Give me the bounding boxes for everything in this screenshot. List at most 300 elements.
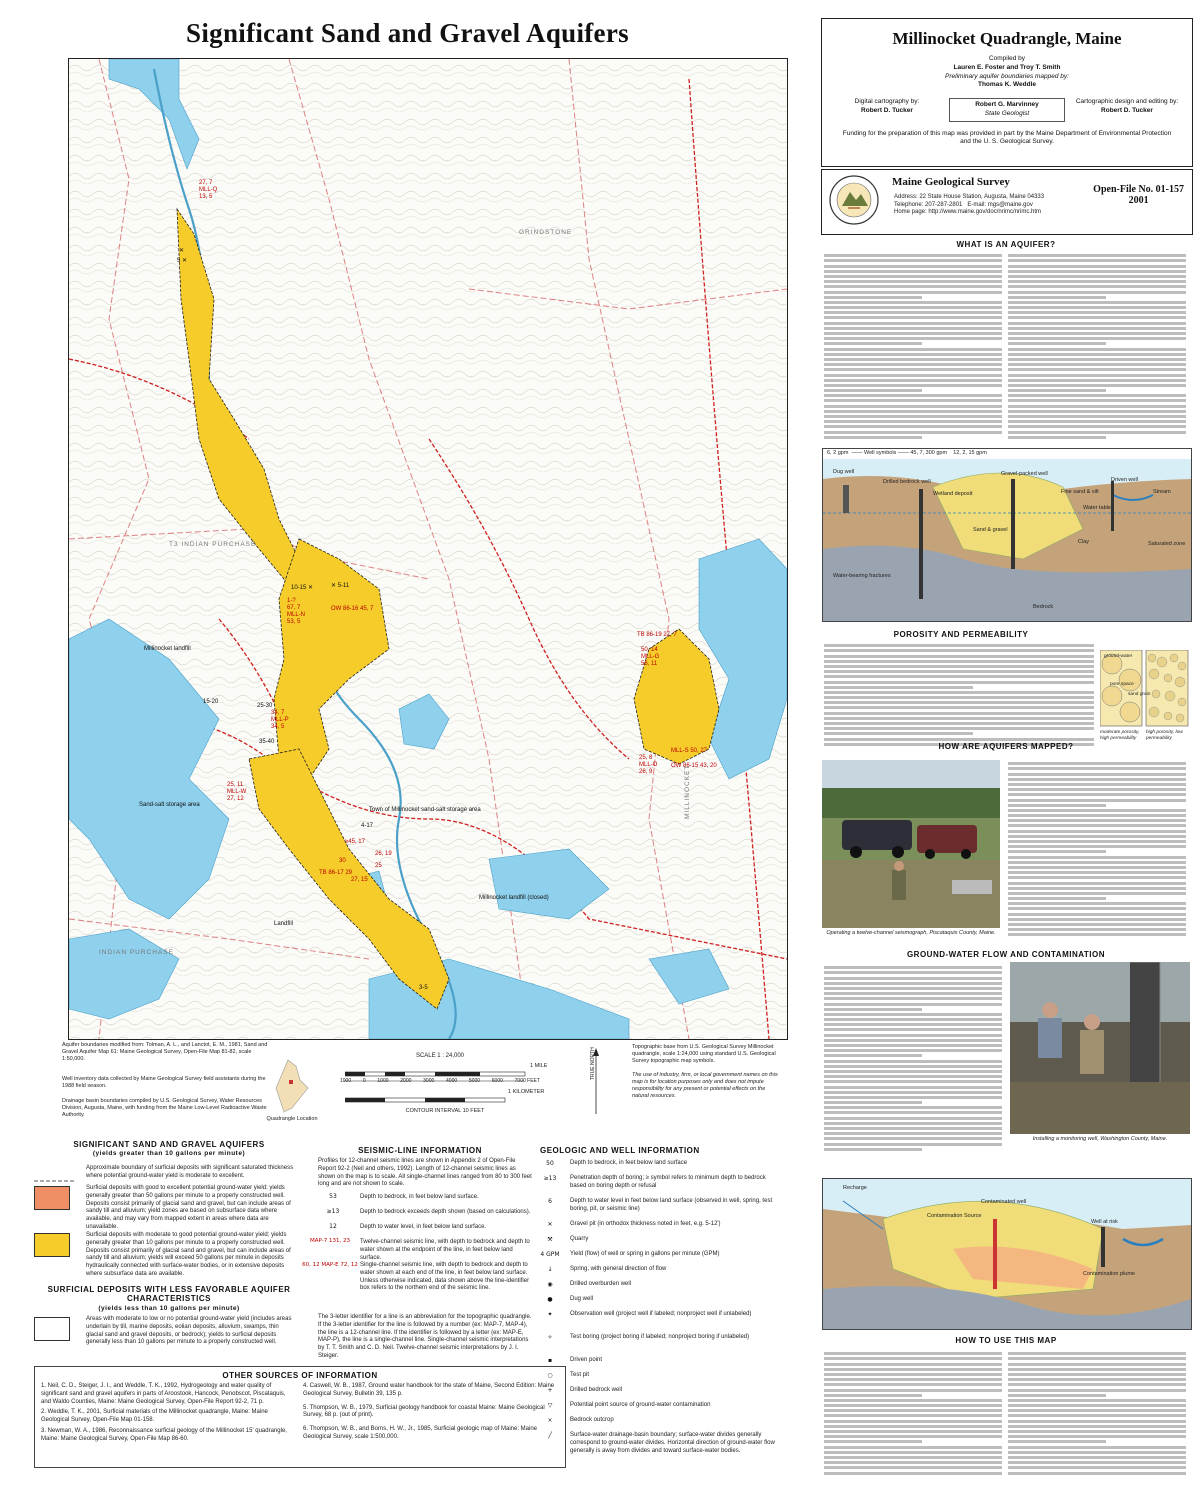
text-line: [824, 1352, 1002, 1355]
digital-credit: [832, 98, 942, 122]
text-line: [1008, 379, 1186, 382]
label-gravel-packed: Gravel-packed well: [1001, 471, 1048, 477]
text-line: [1008, 918, 1186, 921]
geologic-symbol-icon: ✧: [547, 1334, 553, 1341]
text-line: [824, 722, 1094, 725]
text-line: [1008, 871, 1186, 874]
text-line: [824, 1148, 922, 1151]
map-canvas[interactable]: [68, 58, 788, 1040]
text-line: [1008, 928, 1186, 931]
text-line: [1008, 1435, 1186, 1438]
text-line: [824, 1378, 1002, 1381]
text-line: [824, 316, 1002, 319]
geologic-symbol-text: Surface-water drainage-basin boundary; surface-water divides generally correspond to ground-water divides. Horizontal direction of ground-water flow generally is away from divides and toward surface-water bodies.: [570, 1432, 775, 1454]
text-line: [824, 399, 1002, 402]
label-fine-sand: Fine sand & silt: [1061, 489, 1099, 495]
text-line: [824, 1018, 1002, 1021]
text-line: [824, 1028, 1002, 1031]
text-line: [1008, 389, 1106, 392]
township-label-south: INDIAN PURCHASE: [99, 949, 174, 956]
text-line: [824, 1363, 1002, 1366]
text-line: [824, 1023, 1002, 1026]
legend-good-text: Surficial deposits with moderate to good potential ground-water yield; yields generally greater than 10 gallons per minute to a properly constructed well. Deposits consist primarily of glacial sand and gravel, but can include areas of sandy till and alluvium; yields will exceed 50 gallons per minute in deposits hydraulically connected with surface-water bodies, or in extensive deposits where subsurface data are available.: [86, 1232, 291, 1277]
text-line: [1008, 1414, 1186, 1417]
geologic-symbol-icon: ▪: [547, 1357, 553, 1364]
text-line: [824, 1065, 1002, 1068]
text-line: [824, 420, 1002, 423]
section-porosity-heading: POROSITY AND PERMEABILITY: [893, 630, 1029, 639]
photo2-caption: Installing a monitoring well, Washington County, Maine.: [1032, 1136, 1168, 1142]
text-line: [1008, 1451, 1186, 1454]
text-line: [824, 405, 1002, 408]
text-line: [1008, 1404, 1186, 1407]
digital-label: Digital cartography by:: [854, 98, 920, 106]
text-line: [1008, 431, 1186, 434]
town-label-millinocket: MILLINOCKET: [684, 764, 691, 819]
text-line: [824, 415, 1002, 418]
seismic-note: The 3-letter identifier for a line is an abbreviation for the topographic quadrangle. If the 3-letter identifier for the line is followed by a number (ex: MAP-7, MAP-4), the line is a 12-channel line. If the identifier is followed by a letter (ex: MAP-E, MAP-P), the line is a single-channel line. Single-channel seismic interpretations by T. T. Smith and C. D. Neil. Twelve-channel seismic interpretations by J. I. Steiger.: [318, 1314, 532, 1359]
svg-text:OW 86-15 43, 20: OW 86-15 43, 20: [671, 763, 717, 769]
geologic-symbol-text: Driven point: [570, 1357, 603, 1363]
survey-name: Maine Geological Survey: [892, 176, 1010, 188]
aquifer-boundary-note: Aquifer boundaries modified from: Tolman, A. L., and Lanctot, E. M., 1981, Sand and Gravel Aquifer Map 61: Maine Geological Survey, Open-File Map 81-82, scale 1:50,000.: [62, 1042, 268, 1062]
text-line: [1008, 332, 1186, 335]
svg-text:27, 15: 27, 15: [351, 877, 368, 883]
text-line: [824, 706, 1094, 709]
text-line: [824, 348, 1002, 351]
svg-text:27, 12: 27, 12: [227, 796, 244, 802]
legend-less-title: SURFICIAL DEPOSITS WITH LESS FAVORABLE AQUIFER CHARACTERISTICS: [47, 1285, 291, 1303]
text-line: [1008, 394, 1186, 397]
text-line: [824, 701, 1094, 704]
seismograph-photo: [822, 760, 1000, 928]
disclaimer-note: The use of industry, firm, or local government names on this map is for location purposes only and does not impute responsibility for any present or potential effects on the natural resources.: [632, 1072, 778, 1099]
open-file-year: 2001: [1128, 195, 1149, 206]
text-line: [824, 342, 922, 345]
well-inventory-note: Well inventory data collected by Maine Geological Survey field assistants during the 1988 field season.: [62, 1076, 266, 1089]
text-line: [1008, 1352, 1186, 1355]
section-flow-heading: GROUND-WATER FLOW AND CONTAMINATION: [906, 950, 1106, 959]
text-line: [1008, 1363, 1186, 1366]
text-line: [824, 1404, 1002, 1407]
text-line: [824, 686, 973, 689]
reference-item: 5. Thompson, W. B., 1979, Surficial geology handbook for coastal Maine: Maine Geological Survey, 68 p. (out of print).: [303, 1404, 545, 1419]
text-line: [1008, 1456, 1186, 1459]
text-line: [824, 712, 1094, 715]
geologic-symbol-icon: 4 GPM: [540, 1251, 560, 1258]
text-line: [824, 374, 1002, 377]
seismic-depth-text: Depth to bedrock, in feet below land surface.: [360, 1194, 479, 1200]
geologist-credit: [949, 98, 1065, 122]
reference-item: 3. Newman, W. A., 1986, Reconnaissance surficial geology of the Millinocket 15' quadrangle, Maine: Maine Geological Survey, Open-File Map 86-60.: [41, 1427, 287, 1442]
geologic-title: GEOLOGIC AND WELL INFORMATION: [540, 1146, 700, 1155]
text-line: [824, 1080, 1002, 1083]
survey-email: E-mail: mgs@maine.gov: [967, 201, 1033, 208]
legend-low-text: Areas with moderate to low or no potential ground-water yield (includes areas underlain by till, marine deposits, eolian deposits, alluvium, swamps, thin glacial sand and gravel deposits, or bedrock); yields to surficial deposits generally less than 10 gallons per minute to a properly constructed well.: [86, 1316, 292, 1346]
text-line: [1008, 824, 1186, 827]
svg-text:53, 5: 53, 5: [287, 619, 301, 625]
text-line: [824, 1425, 1002, 1428]
text-line: [1008, 1409, 1186, 1412]
svg-text:50, 14: 50, 14: [641, 647, 658, 653]
text-line: [1008, 296, 1106, 299]
geologic-symbol-icon: ≥13: [543, 1175, 557, 1182]
carto-credit: [1072, 98, 1182, 122]
text-line: [1008, 358, 1186, 361]
text-line: [1008, 254, 1186, 257]
digital-name: Robert D. Tucker: [861, 106, 913, 114]
geologic-symbol-list: [536, 1160, 786, 1460]
prelim-name: Thomas K. Weddle: [977, 81, 1037, 89]
survey-homepage[interactable]: Home page: http://www.maine.gov/doc/nrimc/nrimc.htm: [894, 209, 1042, 215]
quadrangle-title: Millinocket Quadrangle, Maine: [892, 29, 1122, 48]
text-line: [1008, 809, 1186, 812]
text-line: [1008, 882, 1186, 885]
label-driven-well: Driven well: [1111, 477, 1138, 483]
svg-text:MLL-Q: MLL-Q: [199, 187, 218, 193]
text-line: [824, 1368, 1002, 1371]
text-line: [824, 1430, 1002, 1433]
scale-bar-km: [345, 1090, 525, 1096]
text-line: [1008, 363, 1186, 366]
text-line: [1008, 892, 1186, 895]
text-line: [824, 389, 922, 392]
text-line: [1008, 767, 1186, 770]
label-water-table: Water table: [1083, 505, 1111, 511]
text-line: [824, 1003, 1002, 1006]
geologic-symbol-text: Depth to water level in feet below land surface (observed in well, spring, test boring, pit, or seismic line): [570, 1198, 773, 1212]
svg-text:25-30: 25-30: [257, 703, 273, 709]
compiled-by-label: Compiled by: [988, 55, 1026, 62]
howto-text-col2: [1008, 1350, 1186, 1475]
legend-less-subtitle: (yields less than 10 gallons per minute): [98, 1305, 240, 1312]
text-line: [1008, 902, 1186, 905]
geologic-symbol-text: Dug well: [570, 1296, 594, 1302]
text-line: [824, 327, 1002, 330]
section-aquifer-heading: WHAT IS AN AQUIFER?: [956, 240, 1056, 249]
legend-title: SIGNIFICANT SAND AND GRAVEL AQUIFERS: [73, 1140, 265, 1149]
aquifer-text-col1: [824, 252, 1002, 442]
carto-label: Cartographic design and editing by:: [1075, 98, 1179, 106]
text-line: [1008, 1440, 1106, 1443]
text-line: [824, 691, 1094, 694]
carto-name: Robert D. Tucker: [1101, 106, 1153, 114]
symbol-bedrock: 12, 2, 15 gpm: [953, 450, 987, 456]
text-line: [1008, 405, 1186, 408]
label-plume: Contamination plume: [1083, 1271, 1135, 1277]
text-line: [824, 977, 1002, 980]
text-line: [824, 665, 1094, 668]
open-file-block: [1093, 184, 1184, 206]
quadrangle-location-label: Quadrangle Location: [266, 1116, 318, 1122]
text-line: [824, 1435, 1002, 1438]
text-line: [1008, 1357, 1186, 1360]
svg-text:MLL-P: MLL-P: [271, 717, 289, 723]
text-line: [1008, 819, 1186, 822]
text-line: [824, 270, 1002, 273]
geologic-symbol-icon: ⚒: [547, 1236, 553, 1243]
svg-text:✕ 5-11: ✕ 5-11: [331, 583, 350, 589]
seismic-title: SEISMIC-LINE INFORMATION: [358, 1146, 482, 1155]
text-line: [1008, 436, 1106, 439]
geologic-symbol-text: Yield (flow) of well or spring in gallons per minute (GPM): [570, 1251, 720, 1257]
text-line: [1008, 799, 1186, 802]
text-line: [1008, 773, 1186, 776]
text-line: [824, 1399, 1002, 1402]
text-line: [824, 732, 973, 735]
text-line: [824, 1101, 922, 1104]
text-line: [824, 1044, 1002, 1047]
text-line: [1008, 1389, 1186, 1392]
text-line: [824, 1106, 1002, 1109]
svg-text:26, 19: 26, 19: [375, 851, 392, 857]
reference-item: 2. Weddle, T. K., 2001, Surficial materials of the Millinocket quadrangle, Maine: Maine Geological Survey, Open-File Map 01-158.: [41, 1409, 268, 1424]
tick-label: 4000: [446, 1078, 458, 1084]
text-line: [1008, 907, 1186, 910]
text-line: [1008, 866, 1186, 869]
text-line: [824, 311, 1002, 314]
seismic-intro: Profiles for 12-channel seismic lines are shown in Appendix 2 of Open-File Report 92-2 (Neil and others, 1992). Length of 12-channel seismic lines as shown on the map is to scale. All single-channel lines ranged from 80 to 300 feet long and are not shown to scale.: [318, 1158, 532, 1188]
refs-right: [303, 1383, 558, 1442]
text-line: [824, 275, 1002, 278]
text-line: [824, 982, 1002, 985]
text-line: [1008, 291, 1186, 294]
text-line: [824, 285, 1002, 288]
text-line: [1008, 1368, 1186, 1371]
text-line: [1008, 259, 1186, 262]
svg-text:34, 7: 34, 7: [271, 710, 285, 716]
text-line: [1008, 384, 1186, 387]
geologic-symbol-text: Penetration depth of boring; ≥ symbol refers to minimum depth to bedrock based on boring depth or refusal: [570, 1175, 766, 1189]
seismic-sym-twelve: MAP-7 131, 23: [310, 1238, 350, 1244]
text-line: [824, 1034, 1002, 1037]
text-line: [824, 322, 1002, 325]
text-line: [1008, 1373, 1186, 1376]
text-line: [1008, 850, 1106, 853]
text-line: [824, 1070, 1002, 1073]
svg-text:✕: ✕: [179, 248, 185, 254]
porosity-text: [824, 642, 1094, 747]
legend-subtitle: (yields greater than 10 gallons per minute): [92, 1150, 246, 1157]
tick-label: 2000: [400, 1078, 412, 1084]
svg-text:26, 9: 26, 9: [639, 769, 653, 775]
reference-item: 1. Neil, C. D., Steiger, J. I., and Weddle, T. K., 1992, Hydrogeology and water quality of significant sand and gravel aquifers in parts of Aroostook, Hancock, Penobscot, Piscataquis, and Waldo Counties, Maine: Maine Geological Survey, Open-File Report 92-2, 71 p.: [41, 1383, 286, 1405]
text-line: [1008, 913, 1186, 916]
place-millinocket-landfill: Millinocket landfill: [144, 646, 191, 652]
text-line: [1008, 301, 1186, 304]
text-line: [824, 379, 1002, 382]
aquifer-cross-section-diagram: [822, 448, 1192, 622]
text-line: [824, 681, 1094, 684]
text-line: [1008, 933, 1186, 936]
text-line: [1008, 285, 1186, 288]
text-line: [824, 1440, 922, 1443]
text-line: [1008, 1420, 1186, 1423]
text-line: [824, 644, 1094, 647]
text-line: [1008, 311, 1186, 314]
text-line: [824, 1117, 1002, 1120]
seismic-exceeds-text: Depth to bedrock exceeds depth shown (based on calculations).: [360, 1209, 531, 1215]
township-label-grindstone: GRINDSTONE: [519, 229, 573, 236]
text-line: [1008, 778, 1186, 781]
legend-swatch-low: [34, 1317, 70, 1341]
geologic-symbol-icon: ●: [547, 1296, 553, 1303]
text-line: [824, 1096, 1002, 1099]
geologist-title: State Geologist: [984, 109, 1030, 117]
geologic-symbol-icon: 6: [548, 1198, 552, 1205]
text-line: [1008, 275, 1186, 278]
township-label-indian-purchase: T3 INDIAN PURCHASE: [169, 541, 257, 548]
svg-text:MLL-S 50, 27: MLL-S 50, 27: [671, 748, 708, 754]
svg-text:10-15 ✕: 10-15 ✕: [291, 585, 314, 591]
label-bedrock: Bedrock: [1033, 604, 1054, 610]
text-line: [824, 431, 1002, 434]
text-line: [824, 649, 1094, 652]
text-line: [824, 1060, 1002, 1063]
tick-label: 0: [362, 1078, 366, 1084]
svg-text:MLL-O: MLL-O: [639, 762, 658, 768]
scale-mile-label: 1 MILE: [530, 1063, 548, 1069]
text-line: [824, 254, 1002, 257]
text-line: [824, 696, 1094, 699]
seismic-sym-single: 60, 12 MAP-E 72, 12: [302, 1262, 358, 1268]
svg-text:1-?: 1-?: [287, 598, 296, 604]
text-line: [824, 265, 1002, 268]
text-line: [824, 1451, 1002, 1454]
contamination-diagram: [822, 1178, 1192, 1330]
geologic-symbol-text: Test boring (project boring if labeled; nonproject boring if unlabeled): [570, 1334, 750, 1340]
text-line: [824, 1008, 922, 1011]
seismic-water-text: Depth to water level, in feet below land surface.: [360, 1224, 487, 1230]
text-line: [1008, 280, 1186, 283]
text-line: [824, 1420, 1002, 1423]
seismic-single-text: Single-channel seismic line, with depth to bedrock and depth to water shown at each end of the line, in feet below land surface. Unless otherwise indicated, data shown above the line-identifier box refers to the northern end of the seismic line.: [360, 1262, 530, 1292]
text-line: [824, 337, 1002, 340]
topographic-base-note: Topographic base from U.S. Geological Survey Millinocket quadrangle, scale 1:24,000 using standard U.S. Geological Survey topographic map symbols.: [632, 1044, 776, 1064]
svg-text:≥45, 17: ≥45, 17: [345, 839, 365, 845]
text-line: [824, 1383, 1002, 1386]
geologic-symbol-text: Depth to bedrock, in feet below land surface: [570, 1160, 688, 1166]
svg-text:30: 30: [339, 858, 346, 864]
svg-text:13, 5: 13, 5: [199, 194, 213, 200]
text-line: [824, 1137, 1002, 1140]
text-line: [824, 1456, 1002, 1459]
map-svg: [69, 59, 787, 1039]
refs-left: [41, 1383, 289, 1444]
text-line: [1008, 814, 1186, 817]
text-line: [824, 987, 1002, 990]
label-dug-well: Dug well: [833, 469, 855, 475]
text-line: [1008, 876, 1186, 879]
text-line: [824, 306, 1002, 309]
geologic-symbol-text: Potential point source of ground-water contamination: [570, 1402, 711, 1408]
svg-text:34, 5: 34, 5: [271, 724, 285, 730]
text-line: [824, 358, 1002, 361]
funding-note: Funding for the preparation of this map was provided in part by the Maine Department of Environmental Protection and the U. S. Geological Survey.: [842, 129, 1172, 146]
howto-text-col1: [824, 1350, 1002, 1475]
label-well-at-risk: Well at risk: [1091, 1219, 1118, 1225]
text-line: [1008, 327, 1186, 330]
text-line: [824, 1461, 1002, 1464]
diagram-symbols-legend: 6, 2 gpm —— Well symbols —— 45, 7, 300 gpm 12, 2, 15 gpm: [827, 450, 987, 456]
text-line: [1008, 788, 1186, 791]
text-line: [1008, 897, 1106, 900]
text-line: [824, 1414, 1002, 1417]
text-line: [824, 353, 1002, 356]
text-line: [824, 1091, 1002, 1094]
text-line: [1008, 322, 1186, 325]
text-line: [824, 332, 1002, 335]
svg-text:56, 11: 56, 11: [641, 661, 658, 667]
text-line: [1008, 830, 1186, 833]
text-line: [1008, 923, 1186, 926]
text-line: [824, 675, 1094, 678]
text-line: [1008, 1425, 1186, 1428]
survey-address: [894, 194, 1044, 217]
label-fractures: Water-bearing fractures: [833, 573, 891, 579]
tick-label: 6000: [491, 1078, 503, 1084]
scale-km-label: 1 KILOMETER: [508, 1089, 545, 1095]
svg-text:MLL-W: MLL-W: [227, 789, 247, 795]
geologic-symbol-icon: ╱: [548, 1432, 552, 1439]
svg-text:MLL-N: MLL-N: [287, 612, 306, 618]
text-line: [824, 296, 922, 299]
text-line: [824, 738, 1094, 741]
text-line: [1008, 840, 1186, 843]
text-line: [1008, 415, 1186, 418]
geologic-symbol-text: Drilled overburden well: [570, 1281, 632, 1287]
svg-text:3-5: 3-5: [419, 985, 428, 991]
text-line: [824, 1054, 922, 1057]
text-line: [824, 1466, 1002, 1469]
seismic-sym-water: 12: [329, 1223, 337, 1230]
svg-text:67, 7: 67, 7: [287, 605, 301, 611]
text-line: [1008, 265, 1186, 268]
seismic-sym-exceeds: ≥13: [326, 1208, 340, 1215]
text-line: [824, 1389, 1002, 1392]
text-line: [1008, 1466, 1186, 1469]
text-line: [824, 670, 1094, 673]
text-line: [824, 291, 1002, 294]
text-line: [824, 368, 1002, 371]
tick-label: 1000: [377, 1078, 389, 1084]
text-line: [824, 1143, 1002, 1146]
geologic-symbol-text: Quarry: [570, 1236, 589, 1242]
well-symbols-label: Well symbols: [864, 450, 897, 456]
text-line: [824, 1122, 1002, 1125]
geologist-name: Robert G. Marvinney: [975, 101, 1039, 109]
text-line: [1008, 762, 1186, 765]
geologic-symbol-icon: ▽: [547, 1402, 553, 1409]
title-block: [821, 18, 1193, 167]
text-line: [824, 1472, 1002, 1475]
text-line: [824, 301, 1002, 304]
label-high-porosity: high porosity, low permeability: [1146, 730, 1183, 741]
text-line: [824, 1075, 1002, 1078]
scale-text: SCALE 1 : 24,000: [415, 1053, 465, 1059]
label-stream: Stream: [1153, 489, 1171, 495]
svg-text:27, 7: 27, 7: [199, 180, 213, 186]
legend-swatch-good: [34, 1233, 70, 1257]
geologic-symbol-icon: 50: [546, 1160, 554, 1167]
text-line: [824, 1357, 1002, 1360]
tick-label: 3000: [423, 1078, 435, 1084]
text-line: [1008, 793, 1186, 796]
geologic-symbol-text: Gravel pit (in orthodox thickness noted in feet, e.g. 5-12'): [570, 1221, 721, 1227]
map-title: Significant Sand and Gravel Aquifers: [186, 18, 629, 48]
place-landfill-closed: Millinocket landfill (closed): [479, 895, 549, 901]
open-file-number: Open-File No. 01-157: [1093, 184, 1184, 195]
